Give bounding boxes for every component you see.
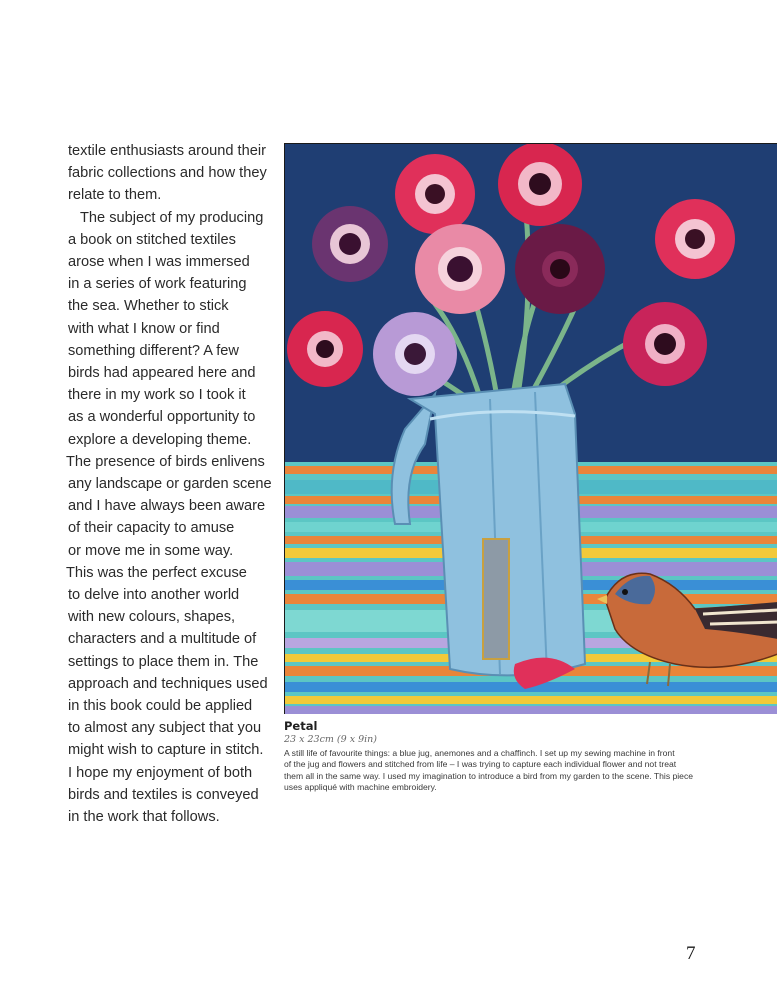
body-line: in a series of work featuring — [68, 276, 247, 293]
body-line: The presence of birds enlivens — [66, 453, 265, 470]
body-line: with what I know or find — [68, 320, 220, 337]
body-line: to almost any subject that you — [68, 720, 262, 737]
body-line: birds had appeared here and — [68, 365, 256, 382]
body-line: birds and textiles is conveyed — [68, 786, 259, 803]
caption-description — [284, 748, 694, 794]
body-line: there in my work so I took it — [68, 387, 246, 404]
body-line: might wish to capture in stitch. — [68, 742, 264, 759]
caption — [284, 719, 694, 794]
body-text — [68, 140, 276, 828]
caption-line: uses appliqué with machine embroidery. — [284, 782, 437, 793]
body-line: as a wonderful opportunity to — [68, 409, 256, 426]
body-line: fabric collections and how they — [68, 165, 267, 182]
caption-title: Petal — [284, 719, 318, 733]
anemone-red-top-left — [395, 154, 475, 234]
body-line: any landscape or garden scene — [68, 476, 272, 493]
anemone-plum-left — [312, 206, 388, 282]
anemone-plum-centre — [515, 224, 605, 314]
body-line: This was the perfect excuse — [66, 564, 247, 581]
body-line: I hope my enjoyment of both — [68, 764, 253, 781]
body-line: approach and techniques used — [68, 675, 268, 692]
body-line: a book on stitched textiles — [68, 231, 236, 248]
body-line: characters and a multitude of — [68, 631, 257, 648]
body-line: textile enthusiasts around their — [68, 143, 266, 159]
body-line: with new colours, shapes, — [68, 609, 236, 626]
anemone-magenta-right — [623, 302, 707, 386]
body-line: and I have always been aware — [68, 498, 266, 515]
body-line: in this book could be applied — [68, 698, 253, 715]
page-number: 7 — [686, 943, 696, 964]
body-line: The subject of my producing — [80, 209, 264, 226]
artwork-illustration — [285, 144, 777, 714]
caption-line: of the jug and flowers and stitched from life – I was trying to capture each individual flower and not treat — [284, 759, 677, 770]
anemone-red-top — [498, 144, 582, 226]
body-line: something different? A few — [68, 342, 239, 359]
caption-size: 23 x 23cm (9 x 9in) — [284, 734, 377, 745]
anemone-pink-centre — [415, 224, 505, 314]
body-line: to delve into another world — [68, 587, 240, 604]
body-line: explore a developing theme. — [68, 431, 252, 448]
artwork-image — [284, 143, 777, 714]
anemone-lilac — [373, 312, 457, 396]
body-line: the sea. Whether to stick — [68, 298, 229, 315]
body-line: settings to place them in. The — [68, 653, 259, 670]
caption-line: A still life of favourite things: a blue jug, anemones and a chaffinch. I set up my sewing machine in front — [284, 748, 675, 758]
anemone-red-right — [655, 199, 735, 279]
body-line: of their capacity to amuse — [68, 520, 235, 537]
anemone-red-left — [287, 311, 363, 387]
body-line: or move me in some way. — [68, 542, 234, 559]
body-line: relate to them. — [68, 187, 162, 204]
body-line: arose when I was immersed — [68, 254, 250, 271]
body-line: in the work that follows. — [68, 809, 220, 826]
caption-line: them all in the same way. I used my imagination to introduce a bird from my garden to the scene. This piece — [284, 770, 694, 781]
